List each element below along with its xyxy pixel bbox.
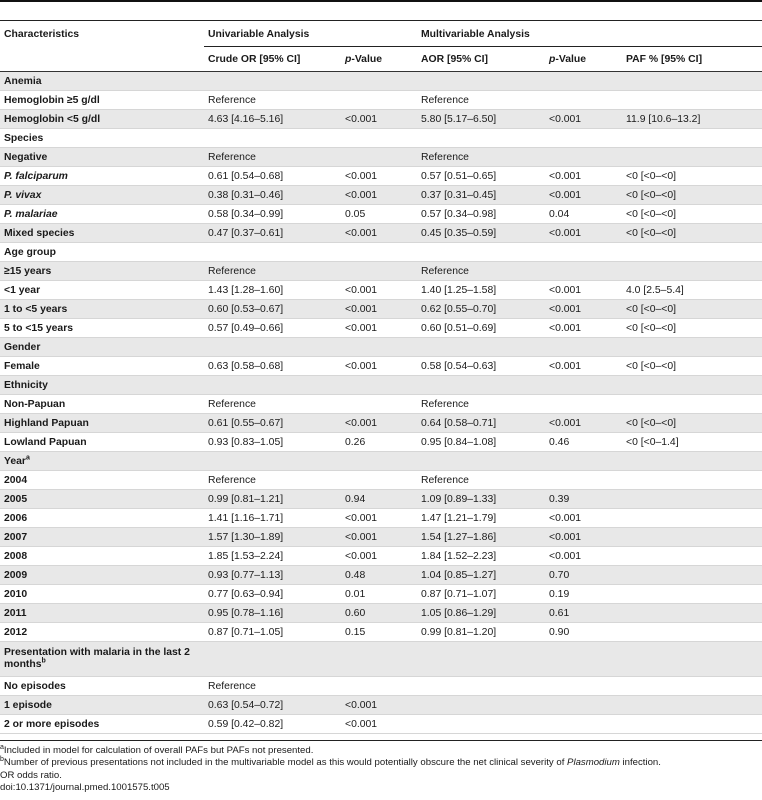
- table-row: [0, 490, 762, 509]
- p-value-multi-cell: 0.46: [545, 433, 622, 452]
- crude-or-cell: 0.58 [0.34–0.99]: [204, 205, 341, 224]
- paf-cell: [622, 566, 762, 585]
- table-row: [0, 509, 762, 528]
- section-row: [0, 243, 762, 262]
- p-value-multi-cell: [545, 471, 622, 490]
- paf-cell: [622, 585, 762, 604]
- aor-cell: [417, 642, 545, 677]
- p-value-uni-cell: <0.001: [341, 357, 417, 376]
- crude-or-cell: 0.59 [0.42–0.82]: [204, 715, 341, 734]
- row-label: Hemoglobin <5 g/dl: [0, 110, 204, 129]
- row-label: P. malariae: [0, 205, 204, 224]
- row-label: 1 episode: [0, 696, 204, 715]
- p-value-multi-cell: 0.39: [545, 490, 622, 509]
- table-row: [0, 300, 762, 319]
- aor-cell: 1.40 [1.25–1.58]: [417, 281, 545, 300]
- p-value-multi-cell: <0.001: [545, 357, 622, 376]
- p-value-multi-cell: 0.70: [545, 566, 622, 585]
- section-label: Presentation with malaria in the last 2 months$^b$: [0, 642, 204, 677]
- header-empty: [0, 47, 204, 72]
- crude-or-cell: 0.77 [0.63–0.94]: [204, 585, 341, 604]
- p-value-multi-cell: <0.001: [545, 167, 622, 186]
- crude-or-cell: 1.57 [1.30–1.89]: [204, 528, 341, 547]
- paf-cell: [622, 604, 762, 623]
- table-row: [0, 110, 762, 129]
- table-row: [0, 224, 762, 243]
- p-value-uni-cell: <0.001: [341, 528, 417, 547]
- aor-cell: Reference: [417, 471, 545, 490]
- row-label: Lowland Papuan: [0, 433, 204, 452]
- crude-or-cell: Reference: [204, 148, 341, 167]
- paf-cell: 11.9 [10.6–13.2]: [622, 110, 762, 129]
- row-label: No episodes: [0, 677, 204, 696]
- crude-or-cell: Reference: [204, 677, 341, 696]
- aor-cell: 0.45 [0.35–0.59]: [417, 224, 545, 243]
- paf-cell: <0 [<0–<0]: [622, 186, 762, 205]
- crude-or-cell: 0.60 [0.53–0.67]: [204, 300, 341, 319]
- section-row: [0, 376, 762, 395]
- table-top-rule-thin: [0, 20, 762, 21]
- paf-cell: [622, 376, 762, 395]
- crude-or-cell: Reference: [204, 395, 341, 414]
- row-label: 2010: [0, 585, 204, 604]
- row-label: Female: [0, 357, 204, 376]
- table-row: [0, 566, 762, 585]
- crude-or-cell: 1.85 [1.53–2.24]: [204, 547, 341, 566]
- p-value-uni-cell: [341, 148, 417, 167]
- paf-cell: [622, 623, 762, 642]
- table-row: [0, 148, 762, 167]
- p-value-multi-cell: <0.001: [545, 300, 622, 319]
- table-row: [0, 262, 762, 281]
- p-value-multi-cell: [545, 148, 622, 167]
- p-value-multi-cell: [545, 715, 622, 734]
- table-row: [0, 91, 762, 110]
- row-label: Mixed species: [0, 224, 204, 243]
- p-value-uni-cell: [341, 338, 417, 357]
- aor-cell: [417, 72, 545, 91]
- paf-cell: <0 [<0–<0]: [622, 300, 762, 319]
- crude-or-cell: 0.99 [0.81–1.21]: [204, 490, 341, 509]
- aor-cell: 1.84 [1.52–2.23]: [417, 547, 545, 566]
- section-row: [0, 72, 762, 91]
- crude-or-cell: 0.61 [0.55–0.67]: [204, 414, 341, 433]
- aor-cell: 0.37 [0.31–0.45]: [417, 186, 545, 205]
- p-value-uni-cell: [341, 395, 417, 414]
- section-row: [0, 338, 762, 357]
- aor-cell: 1.47 [1.21–1.79]: [417, 509, 545, 528]
- header-characteristics: Characteristics: [4, 28, 80, 40]
- header-multivariable: Multivariable Analysis: [417, 22, 762, 47]
- p-value-uni-cell: 0.48: [341, 566, 417, 585]
- aor-cell: Reference: [417, 262, 545, 281]
- paf-cell: <0 [<0–<0]: [622, 319, 762, 338]
- table-row: [0, 696, 762, 715]
- footnote-b: $^b$Number of previous presentations not included in the multivariable model as this would potentially obscure the net clinical severity of Plasmodium infection.: [0, 756, 661, 769]
- aor-cell: 0.57 [0.51–0.65]: [417, 167, 545, 186]
- aor-cell: 0.58 [0.54–0.63]: [417, 357, 545, 376]
- paf-cell: [622, 509, 762, 528]
- footnotes: [0, 745, 762, 795]
- aor-cell: 0.60 [0.51–0.69]: [417, 319, 545, 338]
- p-value-uni-cell: 0.05: [341, 205, 417, 224]
- row-label: 2012: [0, 623, 204, 642]
- p-value-uni-cell: [341, 471, 417, 490]
- section-row: [0, 129, 762, 148]
- table-row: [0, 414, 762, 433]
- p-value-uni-cell: [341, 91, 417, 110]
- p-value-uni-cell: 0.01: [341, 585, 417, 604]
- paf-cell: 4.0 [2.5–5.4]: [622, 281, 762, 300]
- row-label: Hemoglobin ≥5 g/dl: [0, 91, 204, 110]
- paf-cell: <0 [<0–1.4]: [622, 433, 762, 452]
- p-value-uni-cell: 0.26: [341, 433, 417, 452]
- crude-or-cell: Reference: [204, 262, 341, 281]
- paf-cell: [622, 148, 762, 167]
- aor-cell: [417, 376, 545, 395]
- p-value-multi-cell: [545, 395, 622, 414]
- crude-or-cell: [204, 72, 341, 91]
- header-p-value-1: p-Value: [341, 47, 417, 72]
- aor-cell: Reference: [417, 91, 545, 110]
- row-label: 2 or more episodes: [0, 715, 204, 734]
- crude-or-cell: 0.47 [0.37–0.61]: [204, 224, 341, 243]
- p-value-uni-cell: <0.001: [341, 224, 417, 243]
- aor-cell: 0.62 [0.55–0.70]: [417, 300, 545, 319]
- doi: doi:10.1371/journal.pmed.1001575.t005: [0, 782, 170, 794]
- paf-cell: <0 [<0–<0]: [622, 357, 762, 376]
- p-value-multi-cell: <0.001: [545, 186, 622, 205]
- p-value-uni-cell: [341, 642, 417, 677]
- table-row: [0, 715, 762, 734]
- paf-cell: [622, 395, 762, 414]
- aor-cell: 0.99 [0.81–1.20]: [417, 623, 545, 642]
- p-value-multi-cell: 0.90: [545, 623, 622, 642]
- p-value-multi-cell: [545, 91, 622, 110]
- p-value-uni-cell: <0.001: [341, 110, 417, 129]
- p-value-uni-cell: 0.94: [341, 490, 417, 509]
- p-value-multi-cell: <0.001: [545, 224, 622, 243]
- crude-or-cell: 0.57 [0.49–0.66]: [204, 319, 341, 338]
- p-value-multi-cell: [545, 262, 622, 281]
- aor-cell: 1.04 [0.85–1.27]: [417, 566, 545, 585]
- row-label: 2004: [0, 471, 204, 490]
- row-label: P. vivax: [0, 186, 204, 205]
- paf-cell: [622, 338, 762, 357]
- results-table: [0, 22, 762, 734]
- row-label: 5 to <15 years: [0, 319, 204, 338]
- footnote-a: $^a$Included in model for calculation of overall PAFs but PAFs not presented.: [0, 743, 314, 756]
- crude-or-cell: Reference: [204, 91, 341, 110]
- crude-or-cell: [204, 452, 341, 471]
- header-univariable: Univariable Analysis: [204, 22, 417, 47]
- aor-cell: 0.64 [0.58–0.71]: [417, 414, 545, 433]
- table-row: [0, 167, 762, 186]
- p-value-uni-cell: <0.001: [341, 281, 417, 300]
- row-label: 2005: [0, 490, 204, 509]
- aor-cell: 5.80 [5.17–6.50]: [417, 110, 545, 129]
- paf-cell: <0 [<0–<0]: [622, 205, 762, 224]
- table-row: [0, 357, 762, 376]
- paf-cell: [622, 243, 762, 262]
- paf-cell: <0 [<0–<0]: [622, 224, 762, 243]
- table-row: [0, 281, 762, 300]
- paf-cell: <0 [<0–<0]: [622, 167, 762, 186]
- paf-cell: [622, 262, 762, 281]
- p-value-multi-cell: <0.001: [545, 547, 622, 566]
- header-paf: PAF % [95% CI]: [622, 47, 762, 72]
- table-row: [0, 585, 762, 604]
- row-label: 2007: [0, 528, 204, 547]
- crude-or-cell: 0.93 [0.77–1.13]: [204, 566, 341, 585]
- p-value-uni-cell: 0.60: [341, 604, 417, 623]
- table-row: [0, 433, 762, 452]
- table-top-rule: [0, 0, 762, 2]
- table-row: [0, 205, 762, 224]
- p-value-multi-cell: <0.001: [545, 528, 622, 547]
- table-row: [0, 528, 762, 547]
- p-value-uni-cell: [341, 129, 417, 148]
- p-value-uni-cell: [341, 262, 417, 281]
- aor-cell: 0.87 [0.71–1.07]: [417, 585, 545, 604]
- paf-cell: [622, 547, 762, 566]
- section-row: [0, 642, 762, 677]
- p-value-uni-cell: <0.001: [341, 509, 417, 528]
- p-value-uni-cell: [341, 677, 417, 696]
- table-row: [0, 677, 762, 696]
- aor-cell: Reference: [417, 148, 545, 167]
- crude-or-cell: 0.63 [0.54–0.72]: [204, 696, 341, 715]
- paf-cell: [622, 642, 762, 677]
- section-label: Gender: [0, 338, 204, 357]
- footnote-abbrev: OR odds ratio.: [0, 769, 62, 781]
- header-crude-or: Crude OR [95% CI]: [204, 47, 341, 72]
- p-value-uni-cell: <0.001: [341, 547, 417, 566]
- table-row: [0, 604, 762, 623]
- table-row: [0, 547, 762, 566]
- crude-or-cell: [204, 338, 341, 357]
- section-label: Ethnicity: [0, 376, 204, 395]
- paf-cell: [622, 72, 762, 91]
- p-value-uni-cell: [341, 376, 417, 395]
- header-row-groups: [0, 22, 762, 47]
- section-row: [0, 452, 762, 471]
- p-value-uni-cell: <0.001: [341, 300, 417, 319]
- p-value-multi-cell: [545, 72, 622, 91]
- p-value-uni-cell: 0.15: [341, 623, 417, 642]
- table-row: [0, 471, 762, 490]
- table-row: [0, 319, 762, 338]
- paf-cell: [622, 471, 762, 490]
- crude-or-cell: [204, 642, 341, 677]
- section-label: Year$^a$: [0, 452, 204, 471]
- paf-cell: [622, 677, 762, 696]
- paf-cell: [622, 715, 762, 734]
- aor-cell: [417, 696, 545, 715]
- p-value-multi-cell: [545, 677, 622, 696]
- crude-or-cell: 1.43 [1.28–1.60]: [204, 281, 341, 300]
- p-value-multi-cell: <0.001: [545, 414, 622, 433]
- crude-or-cell: [204, 376, 341, 395]
- p-value-uni-cell: <0.001: [341, 319, 417, 338]
- p-value-multi-cell: 0.04: [545, 205, 622, 224]
- row-label: <1 year: [0, 281, 204, 300]
- p-value-uni-cell: [341, 452, 417, 471]
- table-row: [0, 186, 762, 205]
- aor-cell: [417, 677, 545, 696]
- crude-or-cell: 0.93 [0.83–1.05]: [204, 433, 341, 452]
- aor-cell: [417, 452, 545, 471]
- row-label: ≥15 years: [0, 262, 204, 281]
- row-label: 1 to <5 years: [0, 300, 204, 319]
- paf-cell: <0 [<0–<0]: [622, 414, 762, 433]
- p-value-uni-cell: <0.001: [341, 414, 417, 433]
- header-p-value-2: p-Value: [545, 47, 622, 72]
- crude-or-cell: 0.38 [0.31–0.46]: [204, 186, 341, 205]
- table-row: [0, 395, 762, 414]
- p-value-multi-cell: <0.001: [545, 319, 622, 338]
- aor-cell: 0.95 [0.84–1.08]: [417, 433, 545, 452]
- p-value-multi-cell: <0.001: [545, 110, 622, 129]
- crude-or-cell: Reference: [204, 471, 341, 490]
- aor-cell: [417, 715, 545, 734]
- p-value-uni-cell: <0.001: [341, 696, 417, 715]
- aor-cell: 1.54 [1.27–1.86]: [417, 528, 545, 547]
- aor-cell: [417, 338, 545, 357]
- p-value-multi-cell: [545, 642, 622, 677]
- row-label: 2006: [0, 509, 204, 528]
- table-row: [0, 623, 762, 642]
- row-label: Negative: [0, 148, 204, 167]
- crude-or-cell: 0.61 [0.54–0.68]: [204, 167, 341, 186]
- aor-cell: 0.57 [0.34–0.98]: [417, 205, 545, 224]
- aor-cell: 1.05 [0.86–1.29]: [417, 604, 545, 623]
- aor-cell: [417, 243, 545, 262]
- row-label: 2008: [0, 547, 204, 566]
- aor-cell: [417, 129, 545, 148]
- header-row-columns: [0, 47, 762, 72]
- aor-cell: Reference: [417, 395, 545, 414]
- paf-cell: [622, 129, 762, 148]
- table-bottom-rule: [0, 740, 762, 741]
- p-value-uni-cell: [341, 243, 417, 262]
- row-label: Non-Papuan: [0, 395, 204, 414]
- section-label: Species: [0, 129, 204, 148]
- p-value-multi-cell: [545, 696, 622, 715]
- p-value-uni-cell: <0.001: [341, 715, 417, 734]
- header-aor: AOR [95% CI]: [417, 47, 545, 72]
- paf-cell: [622, 528, 762, 547]
- paf-cell: [622, 452, 762, 471]
- p-value-multi-cell: [545, 129, 622, 148]
- paf-cell: [622, 696, 762, 715]
- paf-cell: [622, 91, 762, 110]
- crude-or-cell: [204, 129, 341, 148]
- row-label: Highland Papuan: [0, 414, 204, 433]
- p-value-multi-cell: [545, 452, 622, 471]
- row-label: P. falciparum: [0, 167, 204, 186]
- crude-or-cell: 0.63 [0.58–0.68]: [204, 357, 341, 376]
- p-value-multi-cell: 0.19: [545, 585, 622, 604]
- p-value-multi-cell: 0.61: [545, 604, 622, 623]
- p-value-multi-cell: <0.001: [545, 509, 622, 528]
- p-value-multi-cell: <0.001: [545, 281, 622, 300]
- section-label: Anemia: [0, 72, 204, 91]
- crude-or-cell: 0.95 [0.78–1.16]: [204, 604, 341, 623]
- crude-or-cell: [204, 243, 341, 262]
- crude-or-cell: 0.87 [0.71–1.05]: [204, 623, 341, 642]
- aor-cell: 1.09 [0.89–1.33]: [417, 490, 545, 509]
- p-value-multi-cell: [545, 243, 622, 262]
- p-value-multi-cell: [545, 338, 622, 357]
- row-label: 2011: [0, 604, 204, 623]
- p-value-uni-cell: [341, 72, 417, 91]
- section-label: Age group: [0, 243, 204, 262]
- row-label: 2009: [0, 566, 204, 585]
- crude-or-cell: 1.41 [1.16–1.71]: [204, 509, 341, 528]
- p-value-multi-cell: [545, 376, 622, 395]
- paf-cell: [622, 490, 762, 509]
- p-value-uni-cell: <0.001: [341, 167, 417, 186]
- p-value-uni-cell: <0.001: [341, 186, 417, 205]
- crude-or-cell: 4.63 [4.16–5.16]: [204, 110, 341, 129]
